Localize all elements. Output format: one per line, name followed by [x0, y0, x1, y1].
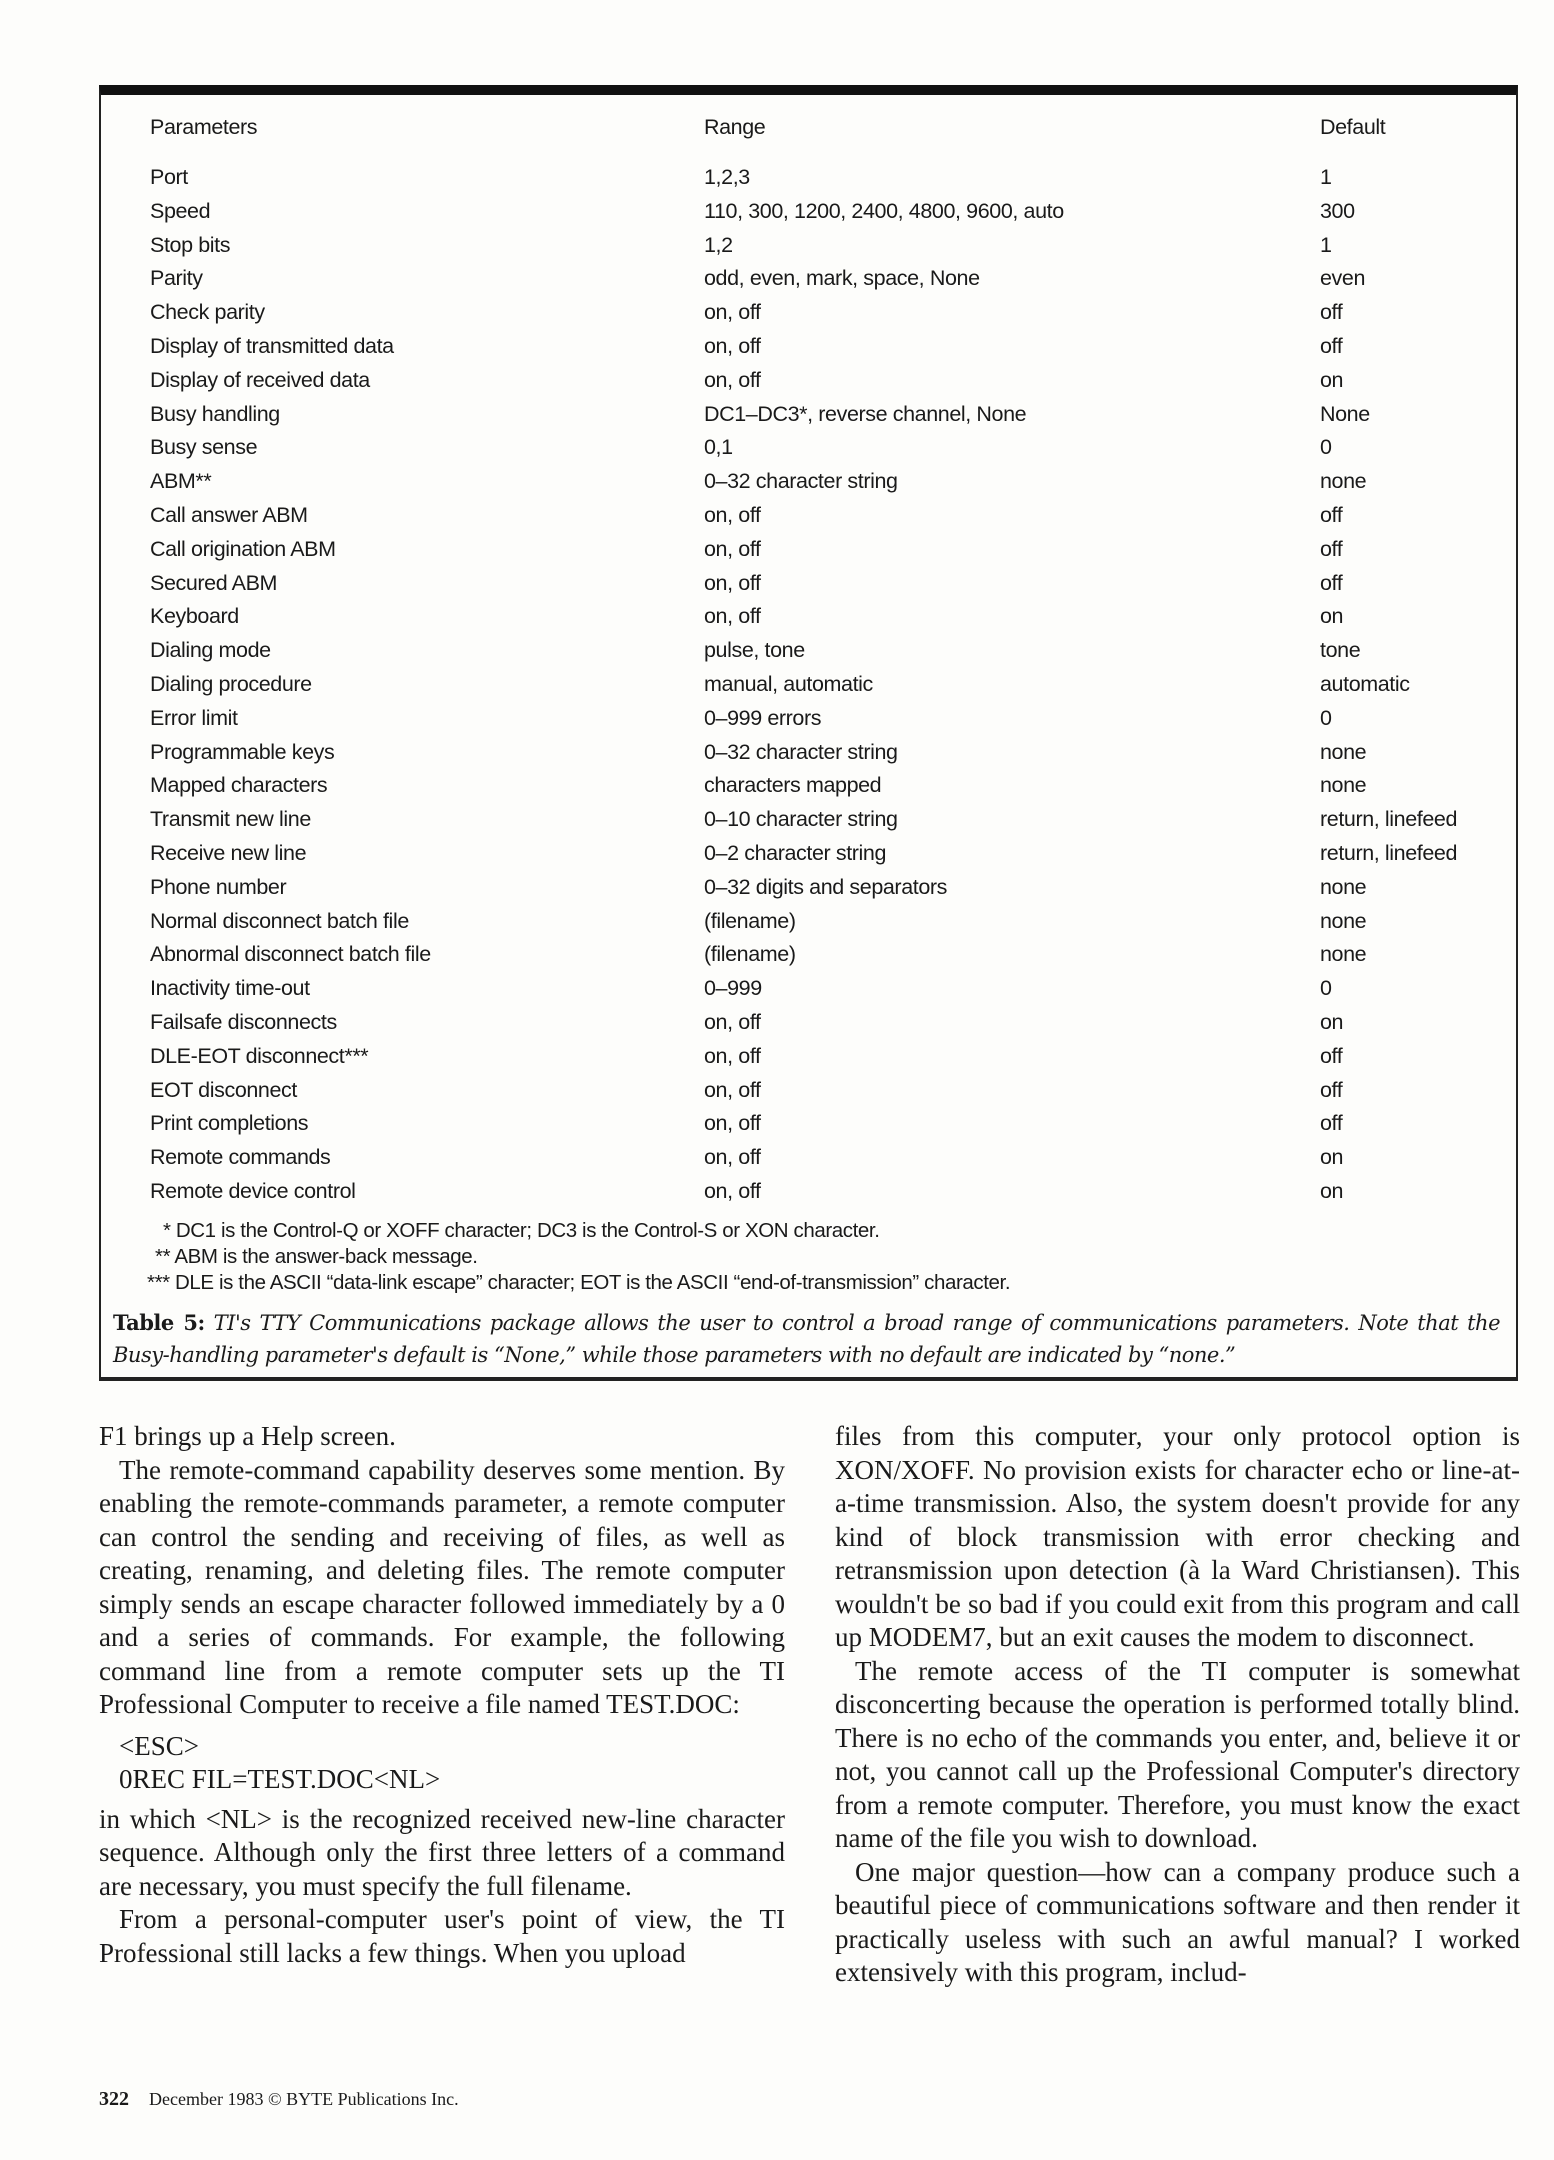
parameter-name: Abnormal disconnect batch file	[150, 942, 431, 967]
table-row	[101, 402, 1516, 435]
parameter-default: return, linefeed	[1320, 841, 1458, 865]
code-line: 0REC FIL=TEST.DOC<NL>	[119, 1764, 441, 1794]
parameter-range: on, off	[704, 1145, 761, 1170]
parameter-range: (filename)	[704, 908, 796, 933]
parameter-range: 0–32 character string	[704, 739, 898, 764]
parameters-table	[99, 85, 1518, 1381]
caption-label: Table 5:	[113, 1310, 205, 1335]
parameter-name: Display of transmitted data	[150, 334, 394, 358]
table-row	[101, 604, 1516, 637]
parameter-range: 110, 300, 1200, 2400, 4800, 9600, auto	[704, 198, 1064, 223]
parameter-name: Mapped characters	[150, 773, 328, 798]
parameter-range: on, off	[704, 367, 761, 392]
parameter-name: Busy sense	[150, 435, 258, 460]
parameter-default: off	[1320, 503, 1343, 527]
parameter-default: off	[1320, 536, 1343, 561]
table-row	[101, 165, 1516, 198]
parameter-range: on, off	[704, 1010, 761, 1034]
parameter-name: Speed	[150, 198, 211, 223]
table-row	[101, 300, 1516, 333]
parameter-range: 0–2 character string	[704, 841, 887, 865]
table-row	[101, 841, 1516, 874]
parameter-default: on	[1320, 1010, 1344, 1034]
paragraph: The remote access of the TI computer is somewhat disconcerting because the operation is performed totally blind. There is no echo of the commands you enter, and, believe it or not, you cannot call up the Professional Computer's directory from a remote computer. Therefore, you must know the exact name of the file you wish to download.	[835, 1655, 1520, 1853]
parameter-range: (filename)	[704, 942, 796, 967]
table-header	[101, 115, 1516, 148]
table-row	[101, 672, 1516, 705]
parameter-default: none	[1320, 773, 1367, 798]
parameter-range: on, off	[704, 334, 761, 358]
paragraph: F1 brings up a Help screen.	[99, 1421, 396, 1451]
parameter-default: off	[1320, 1111, 1343, 1136]
parameter-default: none	[1320, 908, 1367, 933]
parameter-name: Phone number	[150, 874, 287, 899]
footnote-1: * DC1 is the Control-Q or XOFF character; DC3 is the Control-S or XON character.	[163, 1219, 880, 1242]
page-footer	[99, 2088, 459, 2111]
parameter-default: tone	[1320, 638, 1361, 663]
parameter-name: Print completions	[150, 1111, 309, 1136]
header-default: Default	[1320, 115, 1386, 139]
table-row	[101, 706, 1516, 739]
parameter-range: on, off	[704, 570, 761, 595]
table-row	[101, 1010, 1516, 1043]
parameter-name: Normal disconnect batch file	[150, 908, 409, 933]
parameter-default: 0	[1320, 705, 1332, 730]
code-line: <ESC>	[119, 1730, 199, 1761]
parameter-name: ABM**	[150, 469, 212, 494]
page-number: 322	[99, 2088, 129, 2110]
parameter-default: off	[1320, 334, 1343, 358]
header-parameters: Parameters	[150, 115, 258, 139]
table-row	[101, 909, 1516, 942]
parameter-default: automatic	[1320, 672, 1410, 696]
parameter-name: Remote device control	[150, 1179, 356, 1203]
parameter-range: on, off	[704, 536, 761, 561]
parameter-range: 1,2,3	[704, 165, 750, 189]
right-column	[835, 1420, 1520, 1990]
header-range: Range	[704, 115, 766, 139]
parameter-name: EOT disconnect	[150, 1077, 297, 1102]
table-row	[101, 1145, 1516, 1178]
table-row	[101, 571, 1516, 604]
parameter-range: DC1–DC3*, reverse channel, None	[704, 401, 1027, 426]
parameter-range: characters mapped	[704, 773, 882, 798]
parameter-default: none	[1320, 469, 1367, 494]
parameter-default: off	[1320, 1043, 1343, 1068]
table-row	[101, 942, 1516, 975]
parameter-range: pulse, tone	[704, 638, 805, 663]
table-row	[101, 875, 1516, 908]
parameter-default: off	[1320, 570, 1343, 595]
table-row	[101, 469, 1516, 502]
table-row	[101, 233, 1516, 266]
paragraph: The remote-command capability deserves some mention. By enabling the remote-commands parameter, a remote computer can control the sending and receiving of files, as well as creating, renaming, and deleting files. The remote computer simply sends an escape character followed immediately by a 0 and a series of commands. For example, the following command line from a remote computer sets up the TI Professional Computer to receive a file named TEST.DOC:	[99, 1454, 785, 1719]
table-row	[101, 435, 1516, 468]
parameter-name: Call origination ABM	[150, 536, 336, 561]
parameter-range: 0,1	[704, 435, 733, 460]
table-row	[101, 503, 1516, 536]
footnote-2: ** ABM is the answer-back message.	[155, 1245, 478, 1268]
table-row	[101, 266, 1516, 299]
parameter-range: on, off	[704, 1077, 761, 1102]
parameter-name: Check parity	[150, 300, 265, 325]
parameter-name: Port	[150, 165, 188, 189]
left-column	[99, 1420, 785, 1970]
parameter-range: 0–32 digits and separators	[704, 874, 947, 899]
parameter-default: 300	[1320, 198, 1355, 223]
parameter-name: Error limit	[150, 705, 238, 730]
table-row	[101, 199, 1516, 232]
parameter-default: none	[1320, 874, 1367, 899]
parameter-range: on, off	[704, 300, 761, 325]
table-row	[101, 976, 1516, 1009]
parameter-default: on	[1320, 604, 1344, 629]
table-row	[101, 334, 1516, 367]
parameter-range: on, off	[704, 1043, 761, 1068]
parameter-default: 1	[1320, 232, 1332, 257]
parameter-range: 0–32 character string	[704, 469, 898, 494]
table-row	[101, 638, 1516, 671]
parameter-name: Dialing procedure	[150, 672, 312, 696]
parameter-range: on, off	[704, 1111, 761, 1136]
table-row	[101, 1111, 1516, 1144]
parameter-range: on, off	[704, 604, 761, 629]
table-row	[101, 807, 1516, 840]
parameter-default: on	[1320, 1179, 1344, 1203]
parameter-range: on, off	[704, 1179, 761, 1203]
parameter-name: DLE-EOT disconnect***	[150, 1043, 369, 1068]
parameter-range: on, off	[704, 503, 761, 527]
parameter-range: 0–999 errors	[704, 705, 822, 730]
parameter-name: Transmit new line	[150, 807, 311, 832]
parameter-range: odd, even, mark, space, None	[704, 266, 980, 291]
parameter-default: none	[1320, 942, 1367, 967]
table-row	[101, 773, 1516, 806]
parameter-default: on	[1320, 367, 1344, 392]
parameter-default: 0	[1320, 435, 1332, 460]
parameter-range: manual, automatic	[704, 672, 873, 696]
parameter-name: Busy handling	[150, 401, 280, 426]
table-row	[101, 740, 1516, 773]
parameter-range: 0–10 character string	[704, 807, 898, 832]
code-block	[119, 1730, 785, 1797]
parameter-name: Inactivity time-out	[150, 976, 310, 1001]
table-row	[101, 1179, 1516, 1212]
parameter-default: return, linefeed	[1320, 807, 1458, 832]
table-row	[101, 1044, 1516, 1077]
paragraph: files from this computer, your only protocol option is XON/XOFF. No provision exists for character echo or line-at-a-time transmission. Also, the system doesn't provide for any kind of block transmission with error checking and retransmission upon detection (à la Ward Christiansen). This wouldn't be so bad if you could exit from this program and call up MODEM7, but an exit causes the modem to disconnect.	[835, 1421, 1520, 1652]
table-row	[101, 368, 1516, 401]
parameter-default: even	[1320, 266, 1366, 291]
parameter-default: off	[1320, 1077, 1343, 1102]
parameter-range: 0–999	[704, 976, 762, 1001]
parameter-name: Remote commands	[150, 1145, 331, 1170]
parameter-range: 1,2	[704, 232, 733, 257]
footer-text: December 1983 © BYTE Publications Inc.	[149, 2089, 459, 2109]
parameter-name: Dialing mode	[150, 638, 271, 663]
parameter-default: off	[1320, 300, 1343, 325]
caption-text: TI's TTY Communications package allows the user to control a broad range of communications parameters. Note that the Busy-handling parameter's default is “None,” while those parameters with no default are indicated by “none.”	[113, 1311, 1500, 1367]
parameter-name: Receive new line	[150, 841, 307, 865]
paragraph: in which <NL> is the recognized received new-line character sequence. Although only the first three letters of a command are necessary, you must specify the full filename.	[99, 1803, 785, 1901]
parameter-default: 1	[1320, 165, 1332, 189]
parameter-name: Call answer ABM	[150, 503, 308, 527]
paragraph: One major question—how can a company produce such a beautiful piece of communications software and then render it practically useless with such an awful manual? I worked extensively with this program, includ-	[835, 1856, 1520, 1987]
paragraph: From a personal-computer user's point of view, the TI Professional still lacks a few things. When you upload	[99, 1904, 785, 1968]
parameter-default: on	[1320, 1145, 1344, 1170]
parameter-name: Display of received data	[150, 367, 370, 392]
parameter-default: None	[1320, 401, 1370, 426]
parameter-default: none	[1320, 739, 1367, 764]
table-caption	[113, 1307, 1500, 1371]
parameter-name: Parity	[150, 266, 203, 291]
parameter-name: Programmable keys	[150, 739, 335, 764]
table-row	[101, 537, 1516, 570]
parameter-default: 0	[1320, 976, 1332, 1001]
parameter-name: Failsafe disconnects	[150, 1010, 337, 1034]
parameter-name: Secured ABM	[150, 570, 278, 595]
parameter-name: Keyboard	[150, 604, 239, 629]
parameter-name: Stop bits	[150, 232, 231, 257]
table-row	[101, 1078, 1516, 1111]
footnote-3: *** DLE is the ASCII “data-link escape” character; EOT is the ASCII “end-of-transmission” character.	[147, 1271, 1011, 1294]
